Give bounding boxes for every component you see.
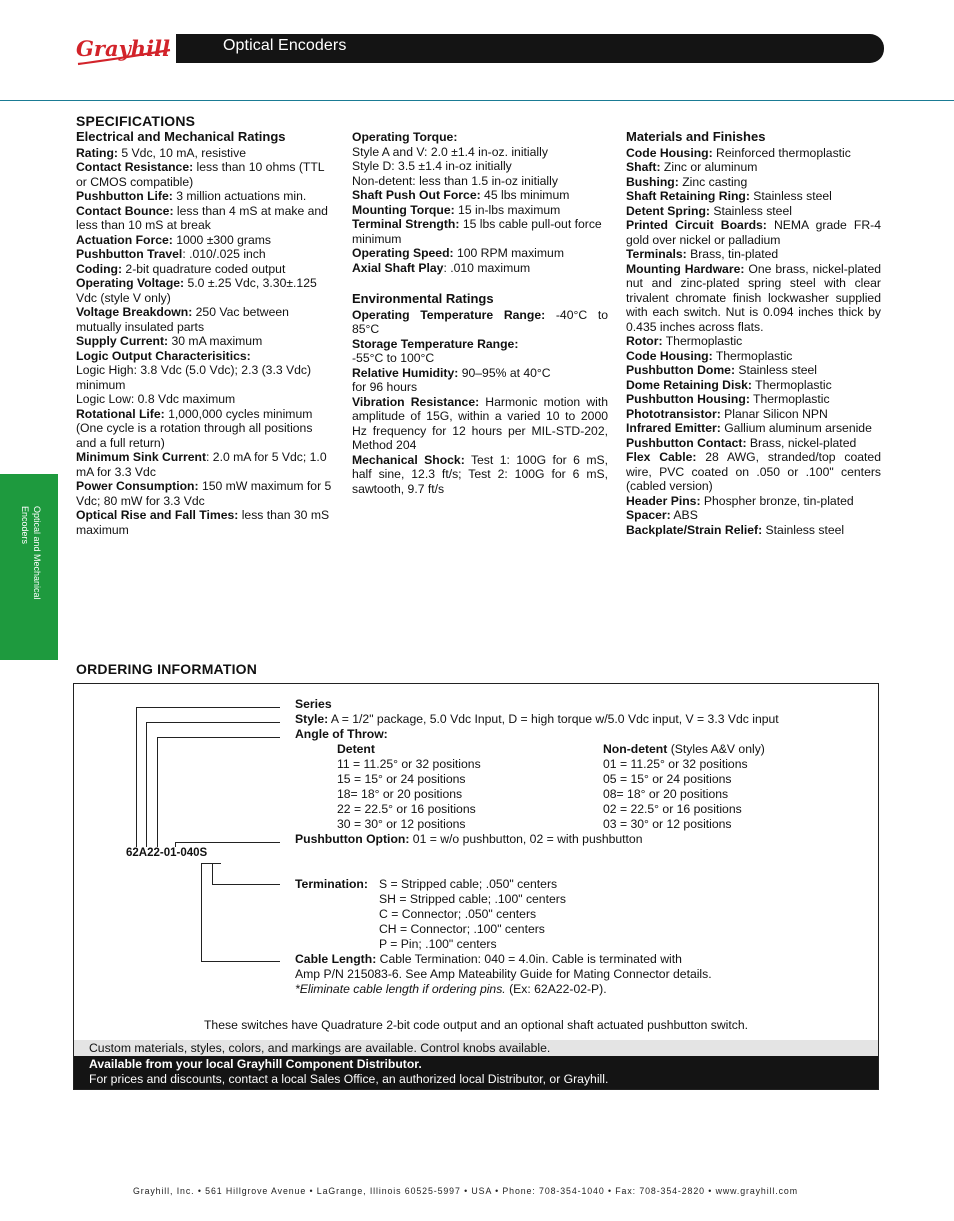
spec-label: Pushbutton Dome: [626, 363, 735, 377]
spec-label: Terminals: [626, 247, 687, 261]
leader-cable-v [201, 863, 202, 961]
spec-value: for 96 hours [352, 380, 418, 394]
spec-item [352, 246, 608, 261]
spec-value: Gallium aluminum arsenide [720, 421, 872, 435]
spec-label: Operating Temperature Range: [352, 307, 546, 322]
spec-item [352, 261, 608, 276]
spec-label: Operating Speed: [352, 246, 454, 260]
leader-bottom-h [201, 863, 221, 864]
spec-value: Logic High: 3.8 Vdc (5.0 Vdc); 2.3 (3.3 Vdc) minimum [76, 363, 312, 392]
list-item: 11 = 11.25° or 32 positions [337, 757, 481, 771]
spec-label: Voltage Breakdown: [76, 305, 193, 319]
spec-item [626, 160, 881, 175]
spec-item [76, 247, 332, 262]
spec-item [352, 308, 608, 337]
spec-value: : 2.0 mA for 5 Vdc; 1.0 mA for 3.3 Vdc [76, 450, 327, 479]
ordering-title: ORDERING INFORMATION [76, 661, 258, 677]
spec-item [76, 363, 332, 392]
spec-label: Pushbutton Contact: [626, 435, 747, 450]
environmental-ratings-column [352, 130, 608, 496]
list-item: 22 = 22.5° or 16 positions [337, 802, 476, 816]
spec-item [76, 479, 332, 508]
spec-value: 150 mW maximum for 5 Vdc; 80 mW for 3.3 Vdc [76, 479, 332, 508]
spec-item [352, 130, 608, 145]
section-side-tab [0, 474, 58, 660]
spec-value: less than 30 mS maximum [76, 508, 330, 537]
spec-value: : .010 maximum [443, 260, 531, 275]
spec-label: Code Housing: [626, 145, 713, 160]
spec-label: Terminal Strength: [352, 217, 460, 231]
spec-label: Spacer: [626, 508, 671, 522]
spec-label: Power Consumption: [76, 479, 199, 493]
spec-item [76, 160, 332, 189]
spec-item [626, 450, 881, 494]
spec-label: Pushbutton Housing: [626, 392, 750, 406]
leader-angle-h [157, 737, 280, 738]
spec-label: Flex Cable: [626, 450, 697, 464]
list-item: S = Stripped cable; .050" centers [379, 877, 558, 891]
footer-contact: Grayhill, Inc. • 561 Hillgrove Avenue • LaGrange, Illinois 60525-5997 • USA • Phone: 708-354-1040 • Fax: 708-354-2820 • www.grayhill.com [133, 1186, 798, 1196]
nondetent-list: Non-detent (Styles A&V only) 01 = 11.25° or 32 positions 05 = 15° or 24 positions 08= 18° or 20 positions 02 = 22.5° or 16 positions 03 = 30° or 12 positions [603, 742, 765, 831]
list-item: 02 = 22.5° or 16 positions [603, 802, 742, 816]
spec-item [76, 233, 332, 248]
spec-value: 250 Vac between mutually insulated parts [76, 305, 289, 334]
spec-label: Axial Shaft Play [352, 260, 444, 275]
spec-label: Relative Humidity: [352, 365, 459, 380]
spec-value: Planar Silicon NPN [720, 406, 828, 421]
nondetent-heading: Non-detent [603, 742, 668, 756]
spec-item [352, 159, 608, 174]
spec-label: Dome Retaining Disk: [626, 377, 752, 392]
style-line: Style: A = 1/2" package, 5.0 Vdc Input, D = high torque w/5.0 Vdc input, V = 3.3 Vdc input [295, 712, 779, 726]
spec-item [626, 421, 881, 436]
spec-value: 15 lbs cable pull-out force minimum [352, 217, 602, 246]
spec-item [626, 523, 881, 538]
spec-value: Logic Low: 0.8 Vdc maximum [76, 392, 236, 406]
spec-label: Rotational Life: [76, 406, 165, 421]
spec-value: 5 Vdc, 10 mA, resistive [117, 145, 247, 160]
part-number-example: 62A22-01-040S [126, 847, 208, 859]
spec-value: 1000 ±300 grams [172, 232, 271, 247]
spec-label: Shaft Retaining Ring: [626, 189, 750, 203]
spec-label: Rating: [76, 145, 118, 160]
spec-item [76, 189, 332, 204]
distributor-heading: Available from your local Grayhill Component Distributor. [89, 1057, 422, 1071]
detent-heading: Detent [337, 742, 375, 756]
spec-item [626, 378, 881, 393]
spec-label: Actuation Force: [76, 232, 173, 247]
spec-value: Stainless steel [762, 522, 845, 537]
spec-label: Coding: [76, 261, 123, 276]
spec-value: less than 10 ohms (TTL or CMOS compatible) [76, 160, 325, 189]
spec-item [626, 436, 881, 451]
header-divider [0, 100, 954, 101]
spec-item [352, 188, 608, 203]
spec-label: Mounting Hardware: [626, 261, 745, 276]
col3-heading: Materials and Finishes [626, 129, 766, 144]
spec-item [626, 407, 881, 422]
spec-item [76, 146, 332, 161]
spec-item [76, 508, 332, 537]
spec-value: ABS [670, 508, 698, 522]
spec-value: Phospher bronze, tin-plated [700, 493, 854, 508]
spec-label: Phototransistor: [626, 406, 721, 421]
spec-value: -55°C to 100°C [352, 351, 435, 365]
spec-item [626, 247, 881, 262]
termination-label: Termination: [295, 877, 368, 891]
leader-angle-v [157, 737, 158, 847]
spec-label: Backplate/Strain Relief: [626, 522, 763, 537]
spec-label: Shaft Push Out Force: [352, 188, 481, 202]
spec-label: Code Housing: [626, 348, 713, 363]
spec-value: 45 lbs minimum [480, 188, 570, 202]
svg-text:Grayhill: Grayhill [76, 36, 171, 61]
spec-value: Stainless steel [735, 363, 817, 377]
spec-value: Harmonic motion with amplitude of 15G, within a varied 10 to 2000 Hz frequency for 12 hours per MIL-STD-202, Method 204 [352, 394, 608, 452]
spec-item [352, 453, 608, 497]
pushbutton-option-line: Pushbutton Option: 01 = w/o pushbutton, 02 = with pushbutton [295, 832, 643, 846]
termination-list [379, 877, 566, 952]
spec-value: 3 million actuations min. [172, 189, 307, 203]
spec-item [352, 395, 608, 453]
spec-item [76, 392, 332, 407]
spec-value: Stainless steel [749, 189, 832, 203]
spec-item [352, 351, 608, 366]
spec-label: Shaft: [626, 160, 661, 174]
leader-term-h [212, 884, 280, 885]
distributor-bar [74, 1056, 878, 1089]
spec-item [352, 203, 608, 218]
spec-item [626, 146, 881, 161]
spec-label: Mechanical Shock: [352, 452, 465, 467]
spec-item [626, 262, 881, 335]
spec-item [352, 337, 608, 352]
list-item: CH = Connector; .100" centers [379, 922, 545, 936]
spec-value: 1,000,000 cycles minimum (One cycle is a rotation through all positions and a full return) [76, 406, 313, 450]
list-item: 03 = 30° or 12 positions [603, 817, 732, 831]
spec-label: Optical Rise and Fall Times: [76, 508, 239, 522]
materials-finishes [626, 130, 881, 537]
side-tab-label: Optical and Mechanical Encoders [20, 506, 42, 600]
spec-value: 2-bit quadrature coded output [122, 261, 286, 276]
spec-value: Non-detent: less than 1.5 in-oz initially [352, 173, 558, 188]
spec-item [626, 508, 881, 523]
electrical-mechanical-ratings [76, 130, 332, 537]
spec-value: : .010/.025 inch [182, 247, 266, 261]
spec-item [76, 407, 332, 451]
spec-value: Thermoplastic [662, 334, 743, 348]
leader-term-v [212, 863, 213, 884]
leader-cable-h [201, 961, 280, 962]
spec-item [76, 204, 332, 233]
spec-label: Rotor: [626, 334, 663, 348]
spec-value: Stainless steel [709, 203, 792, 218]
spec-value: 15 in-lbs maximum [454, 202, 561, 217]
spec-label: Printed Circuit Boards: [626, 218, 767, 232]
spec-value: Reinforced thermoplastic [712, 145, 851, 160]
leader-style-v [146, 722, 147, 847]
header-bar [176, 34, 884, 63]
spec-label: Logic Output Characterisitics: [76, 348, 251, 363]
spec-value: Test 1: 100G for 6 mS, half sine, 12.3 ft/s; Test 2: 100G for 6 mS, sawtooth, 9.7 ft/s [352, 452, 608, 496]
leader-pushbutton-h [175, 842, 280, 843]
spec-item [626, 494, 881, 509]
spec-item [626, 334, 881, 349]
specifications-title: SPECIFICATIONS [76, 113, 196, 129]
spec-label: Vibration Resistance: [352, 394, 480, 409]
spec-item [76, 450, 332, 479]
list-item: 01 = 11.25° or 32 positions [603, 757, 748, 771]
quadrature-note: These switches have Quadrature 2-bit code output and an optional shaft actuated pushbutton switch. [203, 1018, 749, 1032]
cable-length-line: Cable Length: Cable Termination: 040 = 4.0in. Cable is terminated with [295, 952, 682, 966]
spec-item [352, 380, 608, 395]
spec-item [76, 262, 332, 277]
grayhill-logo [70, 30, 180, 70]
spec-value: Thermoplastic [712, 348, 793, 363]
custom-materials-bar: Custom materials, styles, colors, and markings are available. Control knobs available. [74, 1040, 878, 1056]
spec-item [626, 175, 881, 190]
spec-value: Brass, nickel-plated [746, 435, 857, 450]
spec-value: 90–95% at 40°C [458, 365, 551, 380]
spec-item [352, 366, 608, 381]
spec-value: NEMA grade FR-4 gold over nickel or palladium [626, 218, 881, 247]
col2-heading: Environmental Ratings [352, 291, 494, 306]
list-item: P = Pin; .100" centers [379, 937, 497, 951]
spec-label: Supply Current: [76, 334, 169, 348]
spec-value: Thermoplastic [749, 392, 830, 406]
spec-label: Pushbutton Travel [76, 247, 183, 261]
spec-value: less than 4 mS at make and less than 10 mS at break [76, 203, 328, 232]
spec-item [352, 174, 608, 189]
spec-item [352, 145, 608, 160]
cable-length-note: *Eliminate cable length if ordering pins. (Ex: 62A22-02-P). [295, 982, 607, 996]
spec-value: -40°C to 85°C [352, 307, 608, 336]
list-item: 15 = 15° or 24 positions [337, 772, 466, 786]
spec-item [626, 189, 881, 204]
spec-item [76, 305, 332, 334]
spec-item [626, 349, 881, 364]
spec-label: Contact Resistance: [76, 160, 194, 174]
list-item: 30 = 30° or 12 positions [337, 817, 466, 831]
spec-item [76, 349, 332, 364]
detent-list [337, 742, 481, 832]
spec-value: Thermoplastic [751, 377, 832, 392]
leader-series-h [136, 707, 280, 708]
series-label: Series [295, 697, 332, 711]
spec-item [626, 204, 881, 219]
spec-value: Zinc casting [678, 174, 748, 189]
spec-label: Mounting Torque: [352, 202, 455, 217]
spec-label: Contact Bounce: [76, 203, 174, 218]
spec-label: Operating Voltage: [76, 276, 185, 290]
spec-item [76, 276, 332, 305]
list-item: 18= 18° or 20 positions [337, 787, 463, 801]
spec-label: Detent Spring: [626, 203, 710, 218]
spec-label: Bushing: [626, 174, 679, 189]
spec-value: One brass, nickel-plated nut and zinc-plated spring steel with clear trivalent chromate finish lockwasher supplied with each switch. Nut is 0.094 inches thick by 0.435 inches across flats. [626, 261, 881, 334]
spec-item [352, 217, 608, 246]
spec-label: Minimum Sink Current [76, 450, 207, 464]
page-title: Optical Encoders [223, 37, 347, 54]
spec-value: Style A and V: 2.0 ±1.4 in-oz. initially [352, 144, 548, 159]
spec-label: Operating Torque: [352, 130, 458, 144]
spec-value: Brass, tin-plated [686, 247, 779, 261]
col1-heading: Electrical and Mechanical Ratings [76, 129, 286, 144]
spec-label: Storage Temperature Range: [352, 336, 519, 351]
spec-value: 28 AWG, stranded/top coated wire, PVC coated on .050 or .100" centers (cabled version) [626, 450, 881, 493]
cable-length-line-2: Amp P/N 215083-6. See Amp Mateability Guide for Mating Connector details. [295, 967, 712, 981]
spec-value: Zinc or aluminum [660, 160, 758, 174]
spec-item [626, 363, 881, 378]
list-item: 05 = 15° or 24 positions [603, 772, 732, 786]
spec-label: Header Pins: [626, 493, 701, 508]
distributor-text: For prices and discounts, contact a local Sales Office, an authorized local Distributor, or Grayhill. [89, 1072, 609, 1086]
list-item: 08= 18° or 20 positions [603, 787, 729, 801]
spec-item [626, 218, 881, 247]
angle-label: Angle of Throw: [295, 727, 388, 741]
spec-value: 30 mA maximum [168, 334, 263, 348]
spec-value: 5.0 ±.25 Vdc, 3.30±.125 Vdc (style V only) [76, 276, 317, 305]
list-item: C = Connector; .050" centers [379, 907, 537, 921]
leader-style-h [146, 722, 280, 723]
list-item: SH = Stripped cable; .100" centers [379, 892, 566, 906]
spec-value: Style D: 3.5 ±1.4 in-oz initially [352, 159, 512, 173]
spec-label: Infrared Emitter: [626, 421, 721, 435]
spec-item [626, 392, 881, 407]
spec-item [76, 334, 332, 349]
spec-label: Pushbutton Life: [76, 189, 173, 203]
spec-value: 100 RPM maximum [453, 246, 564, 260]
leader-series-v [136, 707, 137, 847]
